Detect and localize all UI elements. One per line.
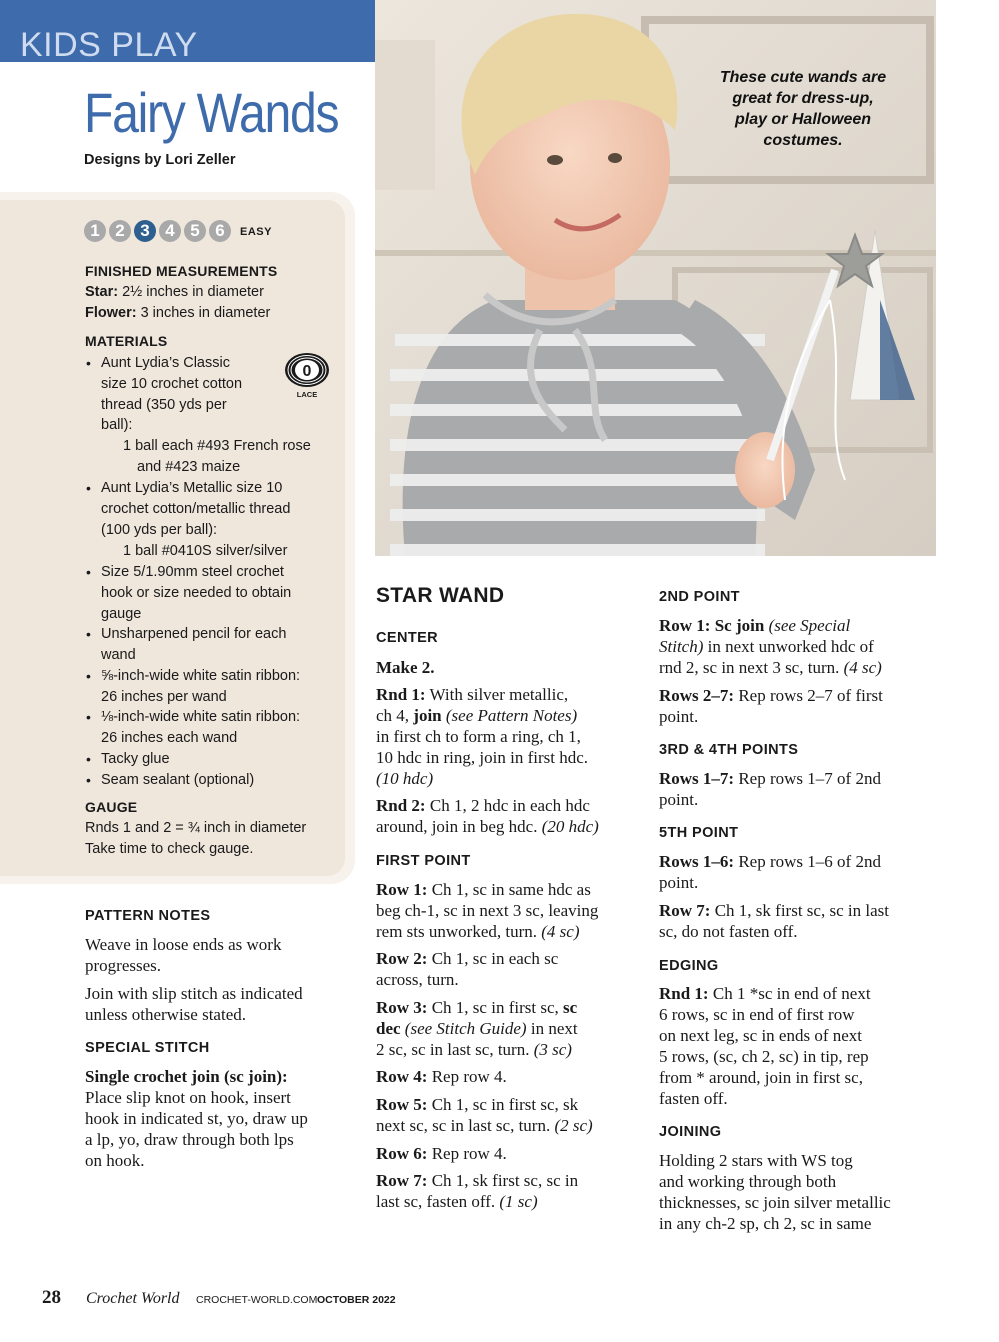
material-item-8: Seam sealant (optional) [101, 772, 255, 788]
star-wand-heading: STAR WAND [376, 584, 505, 607]
rnd-text: 5 rows, (sc, ch 2, sc) in tip, rep [659, 1047, 869, 1066]
row-text: rem sts unworked, turn. [376, 922, 542, 941]
material-item-3 [101, 562, 291, 624]
edging-heading: EDGING [659, 958, 719, 974]
gauge-heading: GAUGE [85, 799, 138, 815]
material-sub-line: 1 ball each #493 French rose [123, 438, 311, 454]
joining-line: thicknesses, sc join silver metallic [659, 1193, 891, 1212]
bullet: • [86, 626, 91, 642]
row-label: Rows 1–7: [659, 769, 735, 788]
row-label: Row 1: Sc join [659, 616, 765, 635]
stitch-count: (3 sc) [533, 1040, 572, 1059]
row-text: point. [659, 873, 699, 892]
page-number: 28 [42, 1287, 61, 1308]
stitch-count: (2 sc) [554, 1116, 593, 1135]
stitch-count: (4 sc) [541, 922, 580, 941]
bullet: • [86, 772, 91, 788]
material-line: gauge [101, 605, 142, 622]
row-text: 2 sc, sc in last sc, turn. [376, 1040, 534, 1059]
joining-line: in any ch-2 sp, ch 2, sc in same [659, 1214, 872, 1233]
material-line: Size 5/1.90mm steel crochet [101, 564, 284, 580]
joining-heading: JOINING [659, 1124, 722, 1140]
rnd-text: Ch 1 *sc in end of next [708, 984, 871, 1003]
row-label: Row 7: [659, 901, 711, 920]
row-text: in next [526, 1019, 578, 1038]
row-text: last sc, fasten off. [376, 1192, 500, 1211]
rnd-text: in first ch to form a ring, ch 1, [376, 727, 581, 746]
material-item-4 [101, 624, 286, 666]
skill-level-5: 5 [184, 220, 206, 242]
special-stitch-heading: SPECIAL STITCH [85, 1040, 210, 1056]
material-item-7: Tacky glue [101, 751, 170, 767]
pattern-notes-heading: PATTERN NOTES [85, 908, 211, 924]
section-banner [0, 0, 375, 62]
edging-rnd-1 [659, 983, 871, 1109]
special-line: a lp, yo, draw through both lps [85, 1130, 294, 1149]
row-text: rnd 2, sc in next 3 sc, turn. [659, 658, 844, 677]
second-point-heading: 2ND POINT [659, 589, 740, 605]
ref-text: (see Pattern Notes) [441, 706, 578, 725]
rnd-label: Rnd 1: [376, 685, 426, 704]
material-line: wand [101, 646, 136, 663]
joining-line: and working through both [659, 1172, 837, 1191]
rnd-text: from * around, join in first sc, [659, 1068, 863, 1087]
yarn-weight-label: LACE [296, 390, 318, 399]
row-text: next sc, sc in last sc, turn. [376, 1116, 555, 1135]
magazine-url: CROCHET-WORLD.COM [196, 1294, 318, 1306]
row-7 [376, 1170, 578, 1212]
flower-label: Flower: [85, 305, 137, 321]
rnd-text: 6 rows, sc in end of first row [659, 1005, 855, 1024]
star-value: 2½ inches in diameter [118, 284, 264, 300]
stitch-count: (4 sc) [843, 658, 882, 677]
row-2 [376, 948, 558, 990]
row-text: Rep rows 2–7 of first [734, 686, 883, 705]
row-text: in next unworked hdc of [703, 637, 874, 656]
material-line: thread (350 yds per [101, 396, 227, 413]
bullet: • [86, 480, 91, 496]
rnd-text: around, join in beg hdc. [376, 817, 542, 836]
row-label: Rows 2–7: [659, 686, 735, 705]
make-instruction [376, 657, 435, 678]
designer-byline: Designs by Lori Zeller [84, 152, 236, 168]
row-label: Row 1: [376, 880, 428, 899]
caption-line: These cute wands are [719, 69, 887, 86]
row-text: Rep rows 1–6 of 2nd [734, 852, 881, 871]
yarn-weight-number: 0 [302, 363, 312, 380]
photo-caption [690, 67, 916, 151]
third-fourth-points-heading: 3RD & 4TH POINTS [659, 742, 799, 758]
material-line: ⅛-inch-wide white satin ribbon: [101, 709, 301, 725]
row-4 [376, 1066, 507, 1087]
skill-level-2: 2 [109, 220, 131, 242]
gauge-line-1: Rnds 1 and 2 = ¾ inch in diameter [85, 820, 307, 836]
pattern-note-1 [85, 934, 281, 976]
fifth-point-rows-1-6 [659, 851, 881, 893]
joining-text [659, 1150, 891, 1234]
row-label: Rows 1–6: [659, 852, 735, 871]
material-line: ball): [101, 417, 133, 434]
row-text: Ch 1, sc in first sc, [427, 998, 563, 1017]
rnd-text: on next leg, sc in ends of next [659, 1026, 863, 1045]
star-measurement [85, 282, 264, 303]
section-label: KIDS PLAY [20, 26, 198, 64]
material-line: ⅝-inch-wide white satin ribbon: [101, 668, 301, 684]
page-title: Fairy Wands [84, 81, 339, 144]
flower-measurement [85, 303, 270, 324]
pattern-note-2 [85, 983, 303, 1025]
join-term: join [413, 706, 442, 725]
rnd-label: Rnd 2: [376, 796, 426, 815]
note-line: progresses. [85, 956, 162, 975]
stitch-count: (20 hdc) [541, 817, 599, 836]
row-label: Row 7: [376, 1171, 428, 1190]
material-line: (100 yds per ball): [101, 521, 218, 538]
material-item-6 [101, 707, 300, 749]
bullet: • [86, 668, 91, 684]
row-text: across, turn. [376, 970, 459, 989]
make-text: Make 2. [376, 658, 435, 677]
rnd-2 [376, 795, 599, 837]
stitch-count: (10 hdc) [376, 769, 434, 788]
note-line: unless otherwise stated. [85, 1005, 246, 1024]
special-stitch-text [85, 1066, 308, 1171]
skill-level-label: EASY [240, 226, 272, 238]
skill-level-1: 1 [84, 220, 106, 242]
row-text: Rep rows 1–7 of 2nd [734, 769, 881, 788]
note-line: Weave in loose ends as work [85, 935, 282, 954]
material-item-5 [101, 666, 300, 708]
note-line: Join with slip stitch as indicated [85, 984, 303, 1003]
issue-date: OCTOBER 2022 [317, 1294, 396, 1306]
stitch-count: (1 sc) [499, 1192, 538, 1211]
row-text: Rep row 4. [427, 1067, 507, 1086]
rnd-1 [376, 684, 588, 789]
caption-line: costumes. [763, 132, 843, 149]
magazine-name: Crochet World [86, 1290, 180, 1307]
row-label: Row 3: [376, 998, 428, 1017]
joining-line: Holding 2 stars with WS tog [659, 1151, 853, 1170]
caption-line: great for dress-up, [732, 90, 874, 107]
special-line: on hook. [85, 1151, 145, 1170]
material-line: Aunt Lydia’s Metallic size 10 [101, 480, 283, 496]
third-fourth-rows [659, 768, 881, 810]
flower-value: 3 inches in diameter [136, 305, 271, 321]
ref-text: Stitch) [659, 637, 704, 656]
row-1 [376, 879, 598, 942]
rnd-text: ch 4, [376, 706, 414, 725]
fifth-point-row-7 [659, 900, 889, 942]
skill-level-3-selected: 3 [134, 220, 156, 242]
skill-level-4: 4 [159, 220, 181, 242]
material-item-2 [101, 478, 290, 540]
material-line: 26 inches per wand [101, 688, 227, 705]
ref-text: (see Special [764, 616, 851, 635]
row-label: Row 2: [376, 949, 428, 968]
rnd-text: With silver metallic, [425, 685, 569, 704]
yarn-weight-icon [284, 352, 330, 388]
special-line: Place slip knot on hook, insert [85, 1088, 291, 1107]
row-6 [376, 1143, 507, 1164]
row-label: Row 5: [376, 1095, 428, 1114]
second-point-row-1 [659, 615, 882, 678]
second-point-rows-2-7 [659, 685, 883, 727]
first-point-heading: FIRST POINT [376, 853, 471, 869]
materials-heading: MATERIALS [85, 333, 168, 349]
sc-dec-term: sc [563, 998, 578, 1017]
material-line: crochet cotton/metallic thread [101, 500, 291, 517]
row-text: Rep row 4. [427, 1144, 507, 1163]
material-sub-line: and #423 maize [137, 459, 241, 475]
material-line: size 10 crochet cotton [101, 375, 243, 392]
row-text: Ch 1, sc in same hdc as [427, 880, 591, 899]
material-item-1 [101, 353, 242, 436]
material-line: hook or size needed to obtain [101, 584, 292, 601]
material-line: Unsharpened pencil for each [101, 626, 287, 642]
row-text: point. [659, 790, 699, 809]
bullet: • [86, 751, 91, 767]
row-text: Ch 1, sc in first sc, sk [427, 1095, 579, 1114]
row-label: Row 6: [376, 1144, 428, 1163]
bullet: • [86, 355, 91, 371]
rnd-text: fasten off. [659, 1089, 728, 1108]
row-5 [376, 1094, 593, 1136]
ref-text: (see Stitch Guide) [400, 1019, 527, 1038]
row-text: Ch 1, sk first sc, sc in [427, 1171, 579, 1190]
material-line: 26 inches each wand [101, 729, 238, 746]
rnd-text: 10 hdc in ring, join in first hdc. [376, 748, 589, 767]
skill-level-6: 6 [209, 220, 231, 242]
sc-dec-term: dec [376, 1019, 401, 1038]
row-text: point. [659, 707, 699, 726]
row-text: beg ch-1, sc in next 3 sc, leaving [376, 901, 599, 920]
gauge-line-2: Take time to check gauge. [85, 841, 254, 857]
row-label: Row 4: [376, 1067, 428, 1086]
star-label: Star: [85, 284, 119, 300]
finished-measurements-heading: FINISHED MEASUREMENTS [85, 263, 278, 279]
row-text: sc, do not fasten off. [659, 922, 798, 941]
row-3 [376, 997, 578, 1060]
special-line: hook in indicated st, yo, draw up [85, 1109, 308, 1128]
bullet: • [86, 564, 91, 580]
row-text: Ch 1, sk first sc, sc in last [710, 901, 889, 920]
caption-line: play or Halloween [734, 111, 872, 128]
material-line: Aunt Lydia’s Classic [101, 355, 230, 371]
fifth-point-heading: 5TH POINT [659, 825, 739, 841]
special-stitch-term: Single crochet join (sc join): [85, 1067, 288, 1086]
rnd-label: Rnd 1: [659, 984, 709, 1003]
center-heading: CENTER [376, 630, 439, 646]
material-sub-line: 1 ball #0410S silver/silver [123, 543, 288, 559]
bullet: • [86, 709, 91, 725]
row-text: Ch 1, sc in each sc [427, 949, 559, 968]
rnd-text: Ch 1, 2 hdc in each hdc [425, 796, 590, 815]
